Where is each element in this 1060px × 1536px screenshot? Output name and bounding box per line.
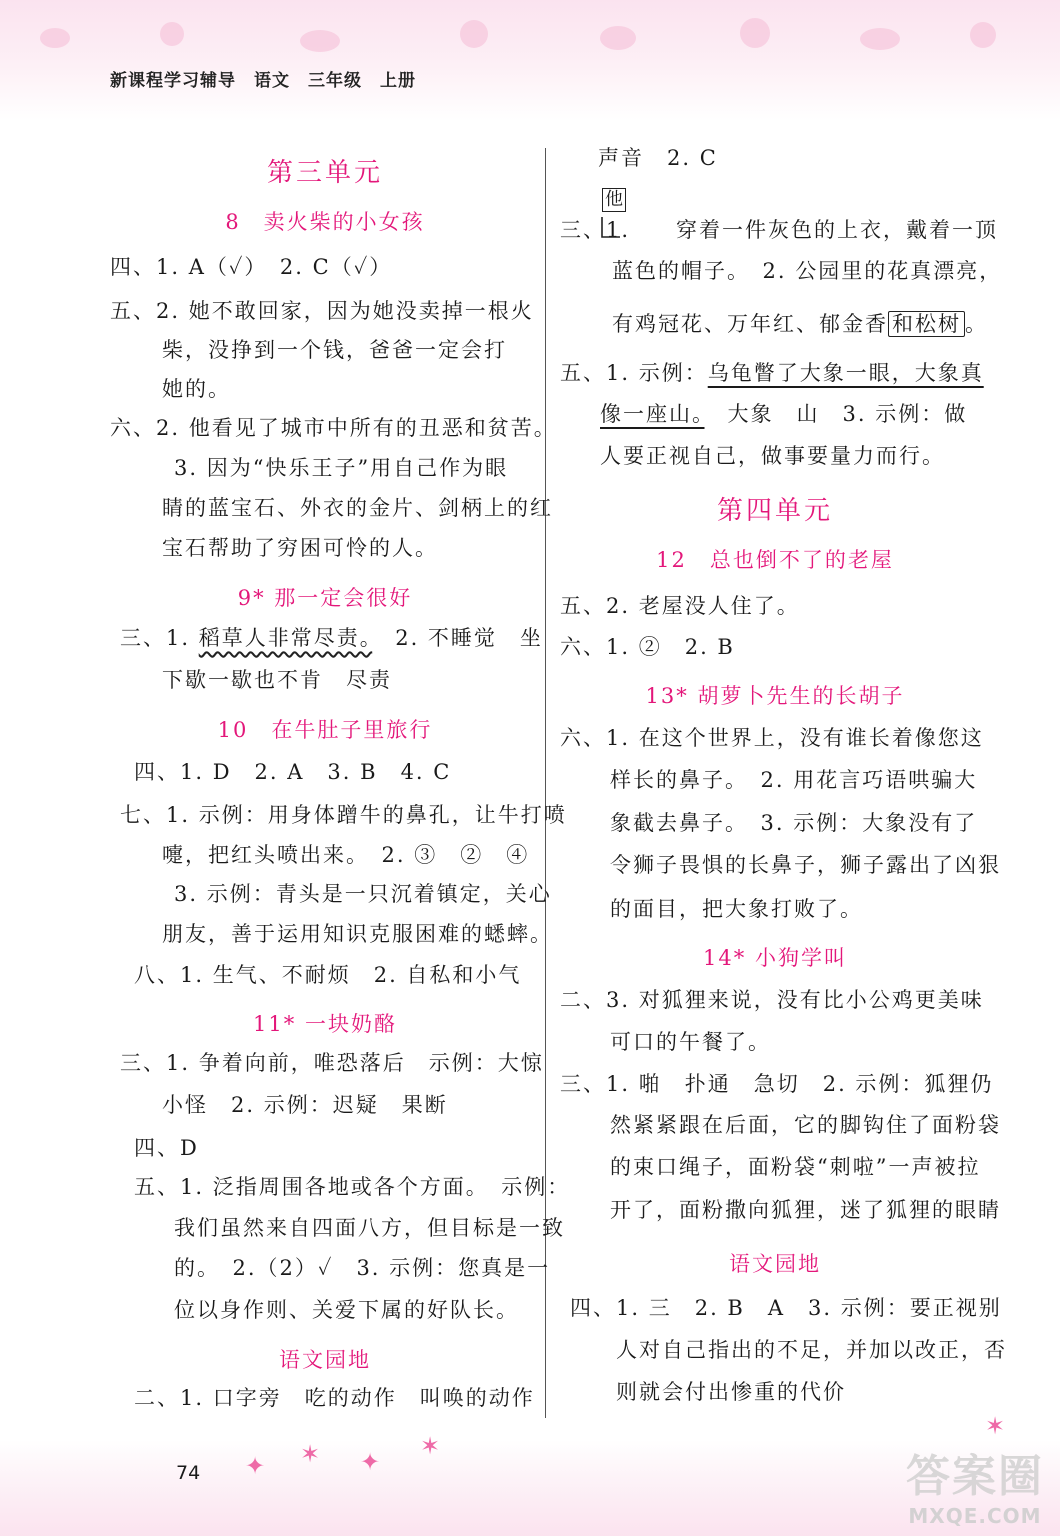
top-decoration-band [0,0,1060,120]
answer-line: 四、D [134,1136,199,1160]
answer-prefix: 五、1. 示例： [560,361,708,385]
decorative-dots [40,18,1020,58]
lesson-title: 14* 小狗学叫 [703,946,847,970]
lesson-title: 13* 胡萝卜先生的长胡子 [645,684,905,708]
book-header: 新课程学习辅导 语文 三年级 上册 [110,71,416,91]
answer-text: 。 [965,312,988,336]
answer-line [560,363,984,384]
answer-text: 大象 山 3. 示例：做 [704,402,968,426]
watermark-logo: 答案圈 [906,1451,1044,1502]
underlined-answer: 像一座山。 [600,402,705,426]
boxed-insert: 和松树 [888,311,965,337]
answer-line: 位以身作则、关爱下属的好队长。 [174,1298,519,1322]
answer-line: 3. 因为“快乐王子”用自己作为眼 [174,456,509,480]
answer-line: 嚏，把红头喷出来。 2. ③ ② ④ [162,843,530,867]
answer-line: 然紧紧跟在后面，它的脚钩住了面粉袋 [610,1113,1001,1137]
section-title: 语文园地 [279,1348,371,1372]
answer-line: 朋友，善于运用知识克服困难的蟋蟀。 [162,922,553,946]
star-icon: ✦ [360,1448,381,1476]
answer-line: 宝石帮助了穷困可怜的人。 [162,536,438,560]
answer-line: 三、1. 穿着一件灰色的上衣，戴着一顶 [560,218,999,242]
answer-line: 柴，没挣到一个钱，爸爸一定会打 [162,338,507,362]
lesson-title: 11* 一块奶酪 [253,1012,397,1036]
answer-line: 六、1. 在这个世界上，没有谁长着像您这 [560,726,984,750]
answer-line: 的面目，把大象打败了。 [610,897,863,921]
answer-line: 五、2. 她不敢回家，因为她没卖掉一根火 [110,299,534,323]
answer-line: 四、1. A（✓） 2. C（✓） [110,255,393,279]
star-icon: ✶ [985,1412,1006,1440]
answer-line: 五、1. 泛指周围各地或各个方面。 示例： [134,1175,571,1199]
star-icon: ✶ [300,1440,321,1468]
answer-text: 2. 不睡觉 坐 [372,626,543,650]
answer-line: 的。 2.（2）✓ 3. 示例：您真是一 [174,1256,551,1280]
answer-line: 六、2. 他看见了城市中所有的丑恶和贫苦。 [110,416,557,440]
answer-line: 下歇一歇也不肯 尽责 [162,668,392,692]
answer-line: 小怪 2. 示例：迟疑 果断 [162,1093,448,1117]
star-icon: ✶ [420,1432,441,1460]
watermark-url: MXQE.COM [908,1504,1042,1528]
lesson-title: 10 在牛肚子里旅行 [217,718,433,742]
answer-line: 四、1. 三 2. B A 3. 示例：要正视别 [570,1296,1002,1320]
answer-line: 可口的午餐了。 [610,1030,771,1054]
unit-title: 第三单元 [266,158,383,188]
answer-line: 二、3. 对狐狸来说，没有比小公鸡更美味 [560,988,984,1012]
answer-line: 七、1. 示例：用身体蹭牛的鼻孔，让牛打喷 [120,803,567,827]
answer-line: 四、1. D 2. A 3. B 4. C [134,760,452,784]
answer-line: 声音 2. C [598,146,718,170]
page-number: 74 [176,1462,201,1484]
answer-line: 人对自己指出的不足，并加以改正，否 [616,1338,1007,1362]
star-icon: ✦ [245,1452,266,1480]
answer-line: 五、2. 老屋没人住了。 [560,594,800,618]
answer-line: 3. 示例：青头是一只沉着镇定，关心 [174,882,552,906]
answer-line: 令狮子畏惧的长鼻子，狮子露出了凶狠 [610,853,1001,877]
insertion-mark: 他 [602,188,626,212]
answer-line: 二、1. 口字旁 吃的动作 叫唤的动作 [134,1386,535,1410]
answer-line: 象截去鼻子。 3. 示例：大象没有了 [610,811,978,835]
answer-line: 我们虽然来自四面八方，但目标是一致 [174,1216,565,1240]
answer-line: 开了，面粉撒向狐狸，迷了狐狸的眼睛 [610,1198,1001,1222]
answer-line: 人要正视自己，做事要量力而行。 [600,444,945,468]
answer-line: 蓝色的帽子。 2. 公园里的花真漂亮， [612,259,1003,283]
answer-line: 八、1. 生气、不耐烦 2. 自私和小气 [134,963,522,987]
lesson-title: 9* 那一定会很好 [237,586,413,610]
wavy-underlined-answer: 稻草人非常尽责。 [198,626,373,650]
insertion-caret-icon [600,215,622,239]
answer-line: 三、1. 争着向前，唯恐落后 示例：大惊 [120,1051,544,1075]
answer-line: 三、1. 啪 扑通 急切 2. 示例：狐狸仍 [560,1072,994,1096]
answer-line [120,628,543,649]
answer-line: 她的。 [162,377,231,401]
answer-prefix: 三、1. [120,626,199,650]
answer-line: 则就会付出惨重的代价 [616,1380,846,1404]
unit-title: 第四单元 [716,496,833,526]
lesson-title: 8 卖火柴的小女孩 [225,210,425,234]
answer-line: 睛的蓝宝石、外衣的金片、剑柄上的红 [162,496,553,520]
answer-line: 的束口绳子，面粉袋“刺啦”一声被拉 [610,1155,981,1179]
section-title: 语文园地 [729,1252,821,1276]
answer-line [600,404,967,425]
lesson-title: 12 总也倒不了的老屋 [656,548,894,572]
answer-line [612,314,988,335]
answer-text: 有鸡冠花、万年红、郁金香 [612,312,888,336]
watermark [900,1440,1050,1530]
answer-line: 样长的鼻子。 2. 用花言巧语哄骗大 [610,768,978,792]
answer-line: 六、1. ② 2. B [560,635,735,659]
underlined-answer: 乌龟瞥了大象一眼，大象真 [707,361,984,385]
